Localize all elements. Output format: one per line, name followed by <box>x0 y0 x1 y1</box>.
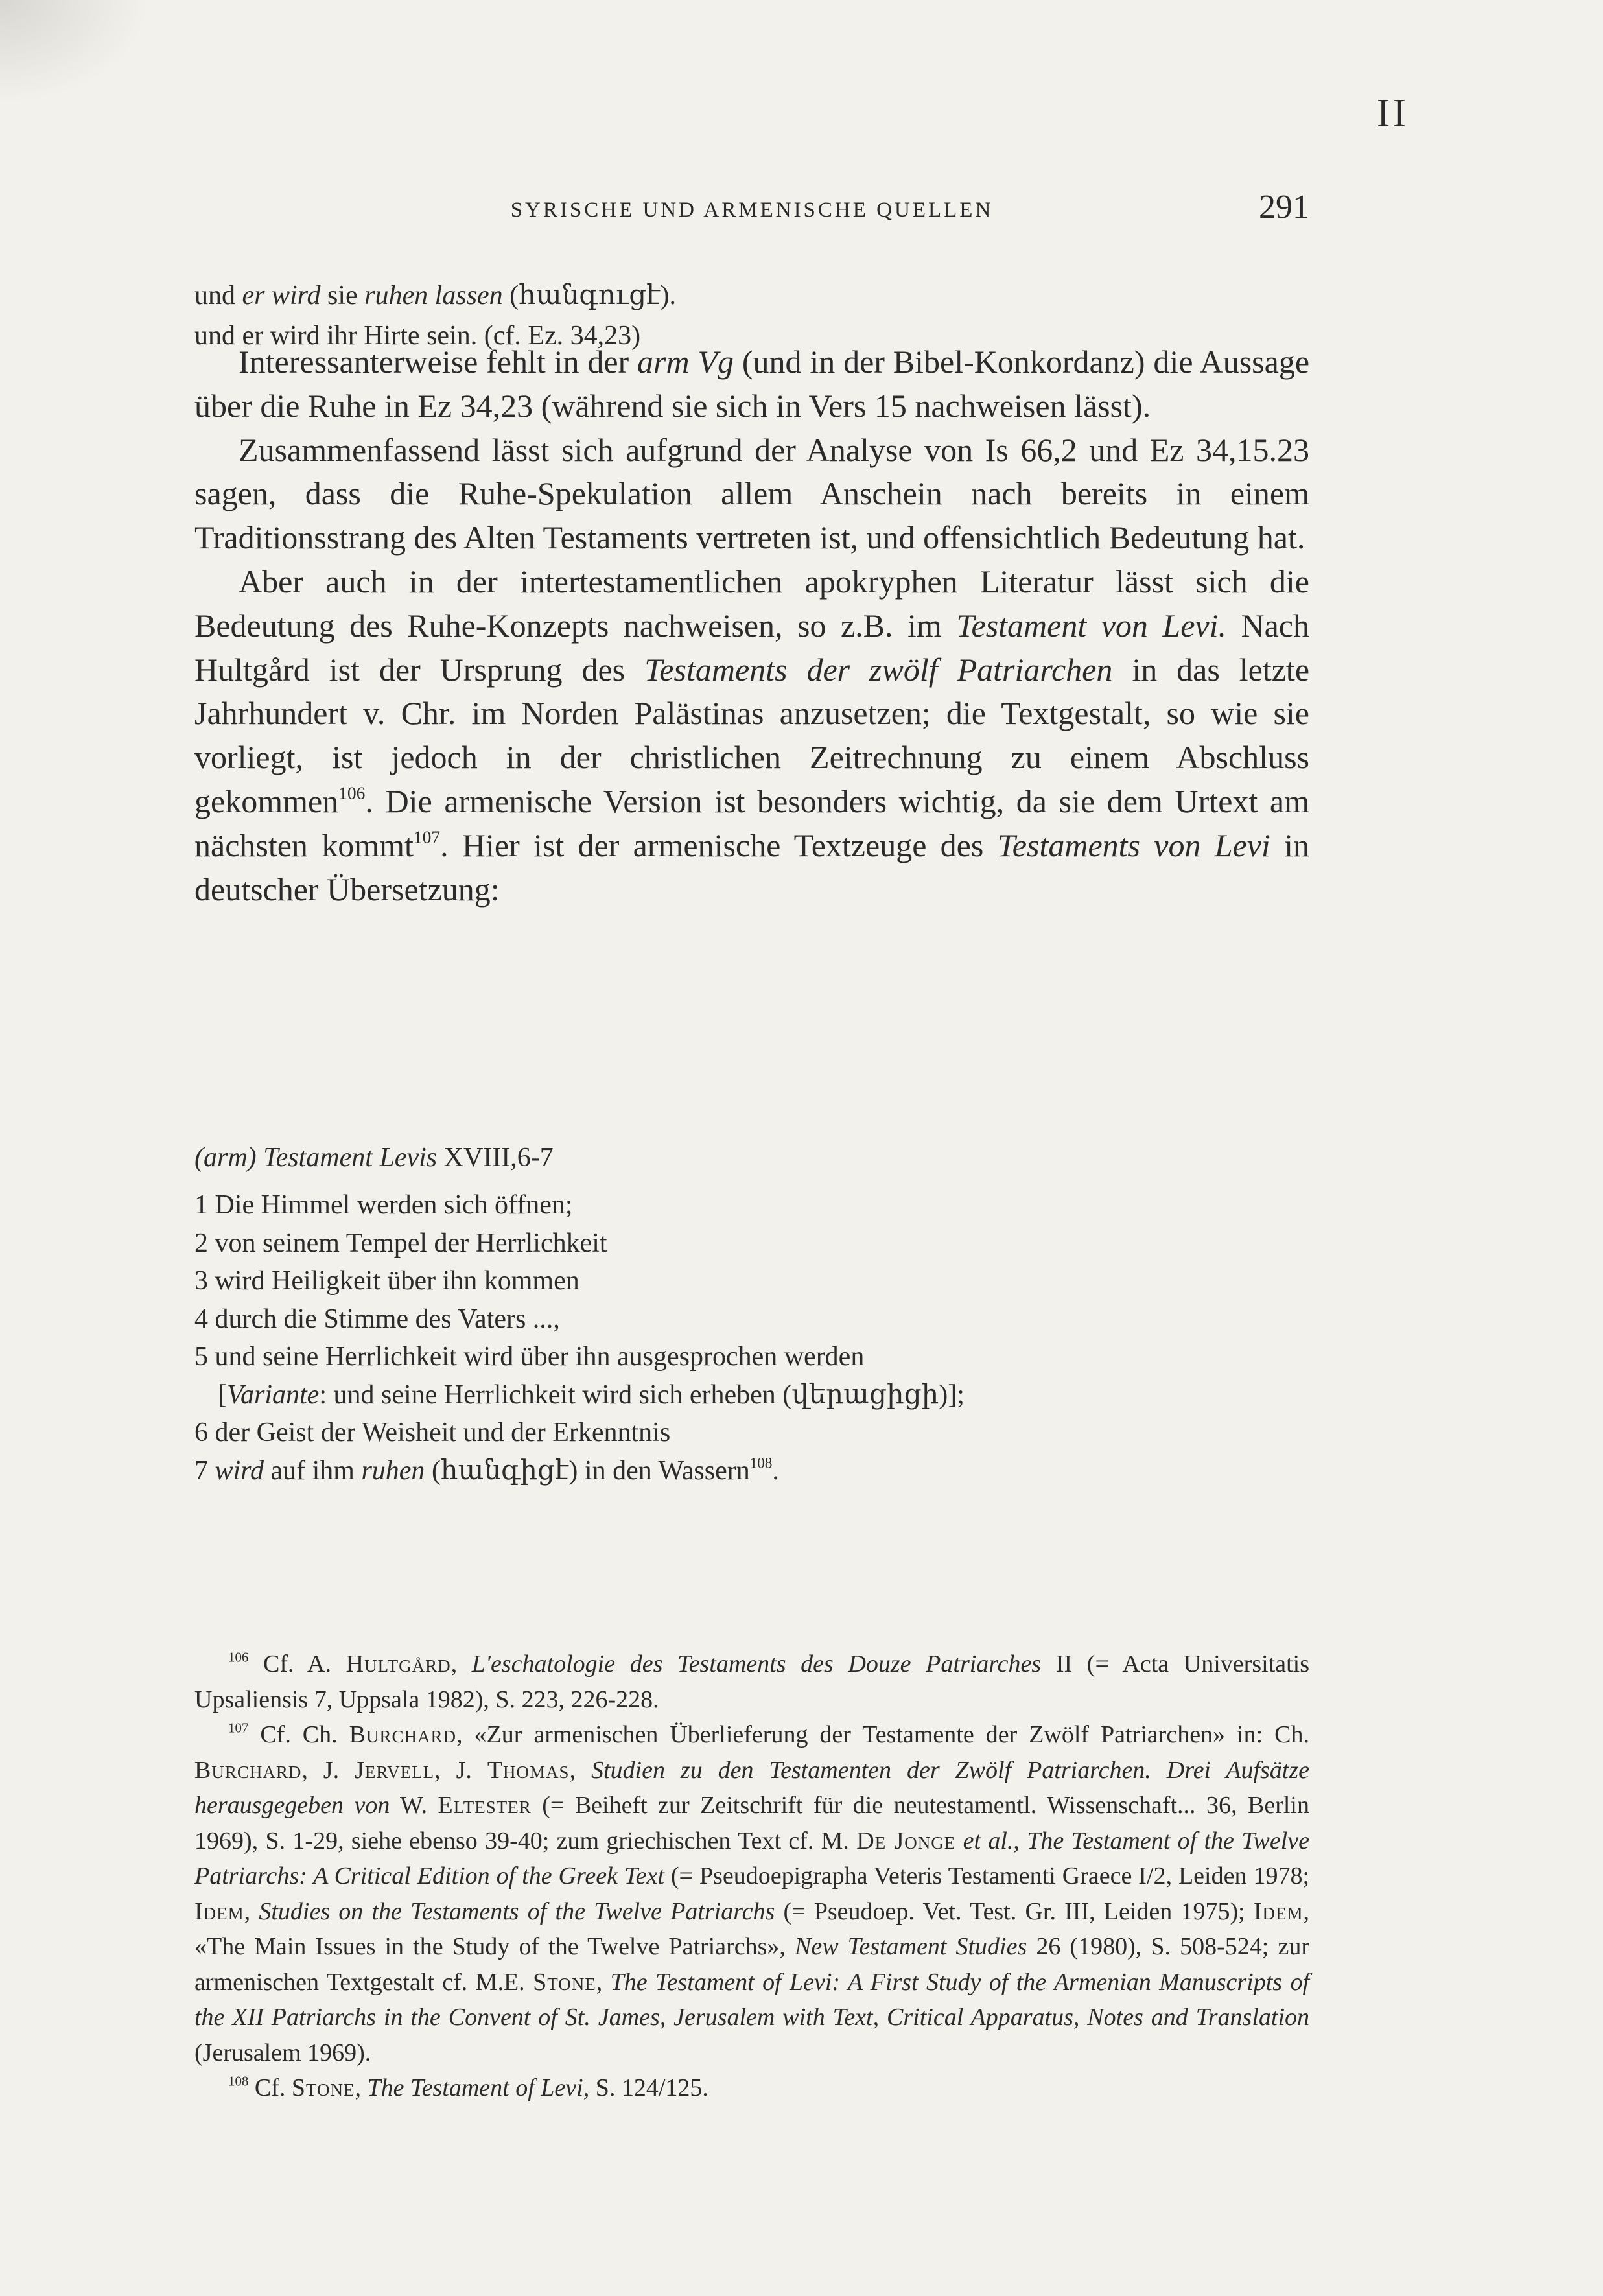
verse-4: 4 durch die Stimme des Vaters ..., <box>194 1304 560 1334</box>
footnote-108: $^{108}$ Cf. Stone, The Testament of Levi, S. 124/125. <box>228 2073 708 2102</box>
verse-6: 6 der Geist der Weisheit und der Erkenntnis <box>194 1418 671 1447</box>
footnote-ref-108: 108 <box>749 1454 773 1471</box>
footnote-ref-106: 106 <box>338 782 366 803</box>
paragraph-3: Aber auch in der intertestamentlichen apokryphen Literatur lässt sich die Bedeutung des Ruhe-Konzepts nachweisen, so z.B. im Testament von Levi. Nach Hultgård ist der Ursprung des Testaments der zwölf Patriarchen in das letzte Jahrhundert v. Chr. im Norden Palästinas anzusetzen; die Textgestalt, so wie sie vorliegt, ist jedoch in der christlichen Zeitrechnung zu einem Abschluss gekommen$^{106}$. Die armenische Version ist besonders wichtig, da sie dem Urtext am nächsten kommt$^{107}$. Hier ist der armenische Textzeuge des Testaments von Levi in deutscher Übersetzung: <box>194 563 1310 908</box>
main-text <box>194 340 1309 911</box>
poem-line-1: und er wird sie ruhen lassen (հանգուցէ). <box>194 281 677 310</box>
running-head <box>194 188 1309 240</box>
footnotes <box>194 1646 1309 2106</box>
paragraph-2: Zusammenfassend lässt sich aufgrund der Analyse von Is 66,2 und Ez 34,15.23 sagen, dass die Ruhe-Spekulation allem Anschein nach bereits in einem Traditionsstrang des Alten Testaments vertreten ist, und offensichtlich Bedeutung hat. <box>194 431 1309 556</box>
footnote-ref-107: 107 <box>413 826 441 847</box>
running-head-title: SYRISCHE UND ARMENISCHE QUELLEN <box>510 198 994 222</box>
footnote-107: $^{107}$ Cf. Ch. Burchard, «Zur armenischen Überlieferung der Testamente der Zwölf Patriarchen» in: Ch. Burchard, J. Jervell, J. Thomas, Studien zu den Testamenten der Zwölf Patriarchen. Drei Aufsätze herausgegeben von W. Eltester (= Beiheft zur Zeitschrift für die neutestamentl. Wissenschaft... 36, Berlin 1969), S. 1-29, siehe ebenso 39-40; zum griechischen Text cf. M. De Jonge et al., The Testament of the Twelve Patriarchs: A Critical Edition of the Greek Text (= Pseudoepigrapha Veteris Testamenti Graece I/2, Leiden 1978; Idem, Studies on the Testaments of the Twelve Patriarchs (= Pseudoep. Vet. Test. Gr. III, Leiden 1975); Idem, «The Main Issues in the Study of the Twelve Patriarchs», New Testament Studies 26 (1980), S. 508-524; zur armenischen Textgestalt cf. M.E. Stone, The Testament of Levi: A First Study of the Armenian Manuscripts of the XII Patriarchs in the Convent of St. James, Jerusalem with Text, Critical Apparatus, Notes and Translation (Jerusalem 1969). <box>194 1720 1310 2067</box>
verse-5: 5 und seine Herrlichkeit wird über ihn ausgesprochen werden <box>194 1342 865 1372</box>
verse-5-variant: [Variante: und seine Herrlichkeit wird sich erheben (վերացիցի)]; <box>218 1379 965 1410</box>
corner-mark: II <box>1376 91 1409 135</box>
poem-line-2: und er wird ihr Hirte sein. (cf. Ez. 34,23) <box>194 321 641 351</box>
verse-3: 3 wird Heiligkeit über ihn kommen <box>194 1266 579 1296</box>
verse-7: 7 wird auf ihm ruhen (հանգիցէ) in den Wassern$^{108}$. <box>194 1454 779 1486</box>
page-number: 291 <box>1259 189 1309 226</box>
footnote-106: $^{106}$ Cf. A. Hultgård, L'eschatologie des Testaments des Douze Patriarches II (= Acta Universitatis Upsaliensis 7, Uppsala 1982), S. 223, 226-228. <box>194 1649 1309 1713</box>
quote-heading: (arm) Testament Levis XVIII,6-7 <box>194 1143 554 1173</box>
verse-2: 2 von seinem Tempel der Herrlichkeit <box>194 1228 607 1258</box>
paragraph-1: Interessanterweise fehlt in der arm Vg (und in der Bibel-Konkordanz) die Aussage über die Ruhe in Ez 34,23 (während sie sich in Vers 15 nachweisen lässt). <box>194 344 1310 424</box>
scan-edge-shadow <box>0 0 149 104</box>
verse-list <box>194 1186 1309 1490</box>
verse-1: 1 Die Himmel werden sich öffnen; <box>194 1190 573 1220</box>
